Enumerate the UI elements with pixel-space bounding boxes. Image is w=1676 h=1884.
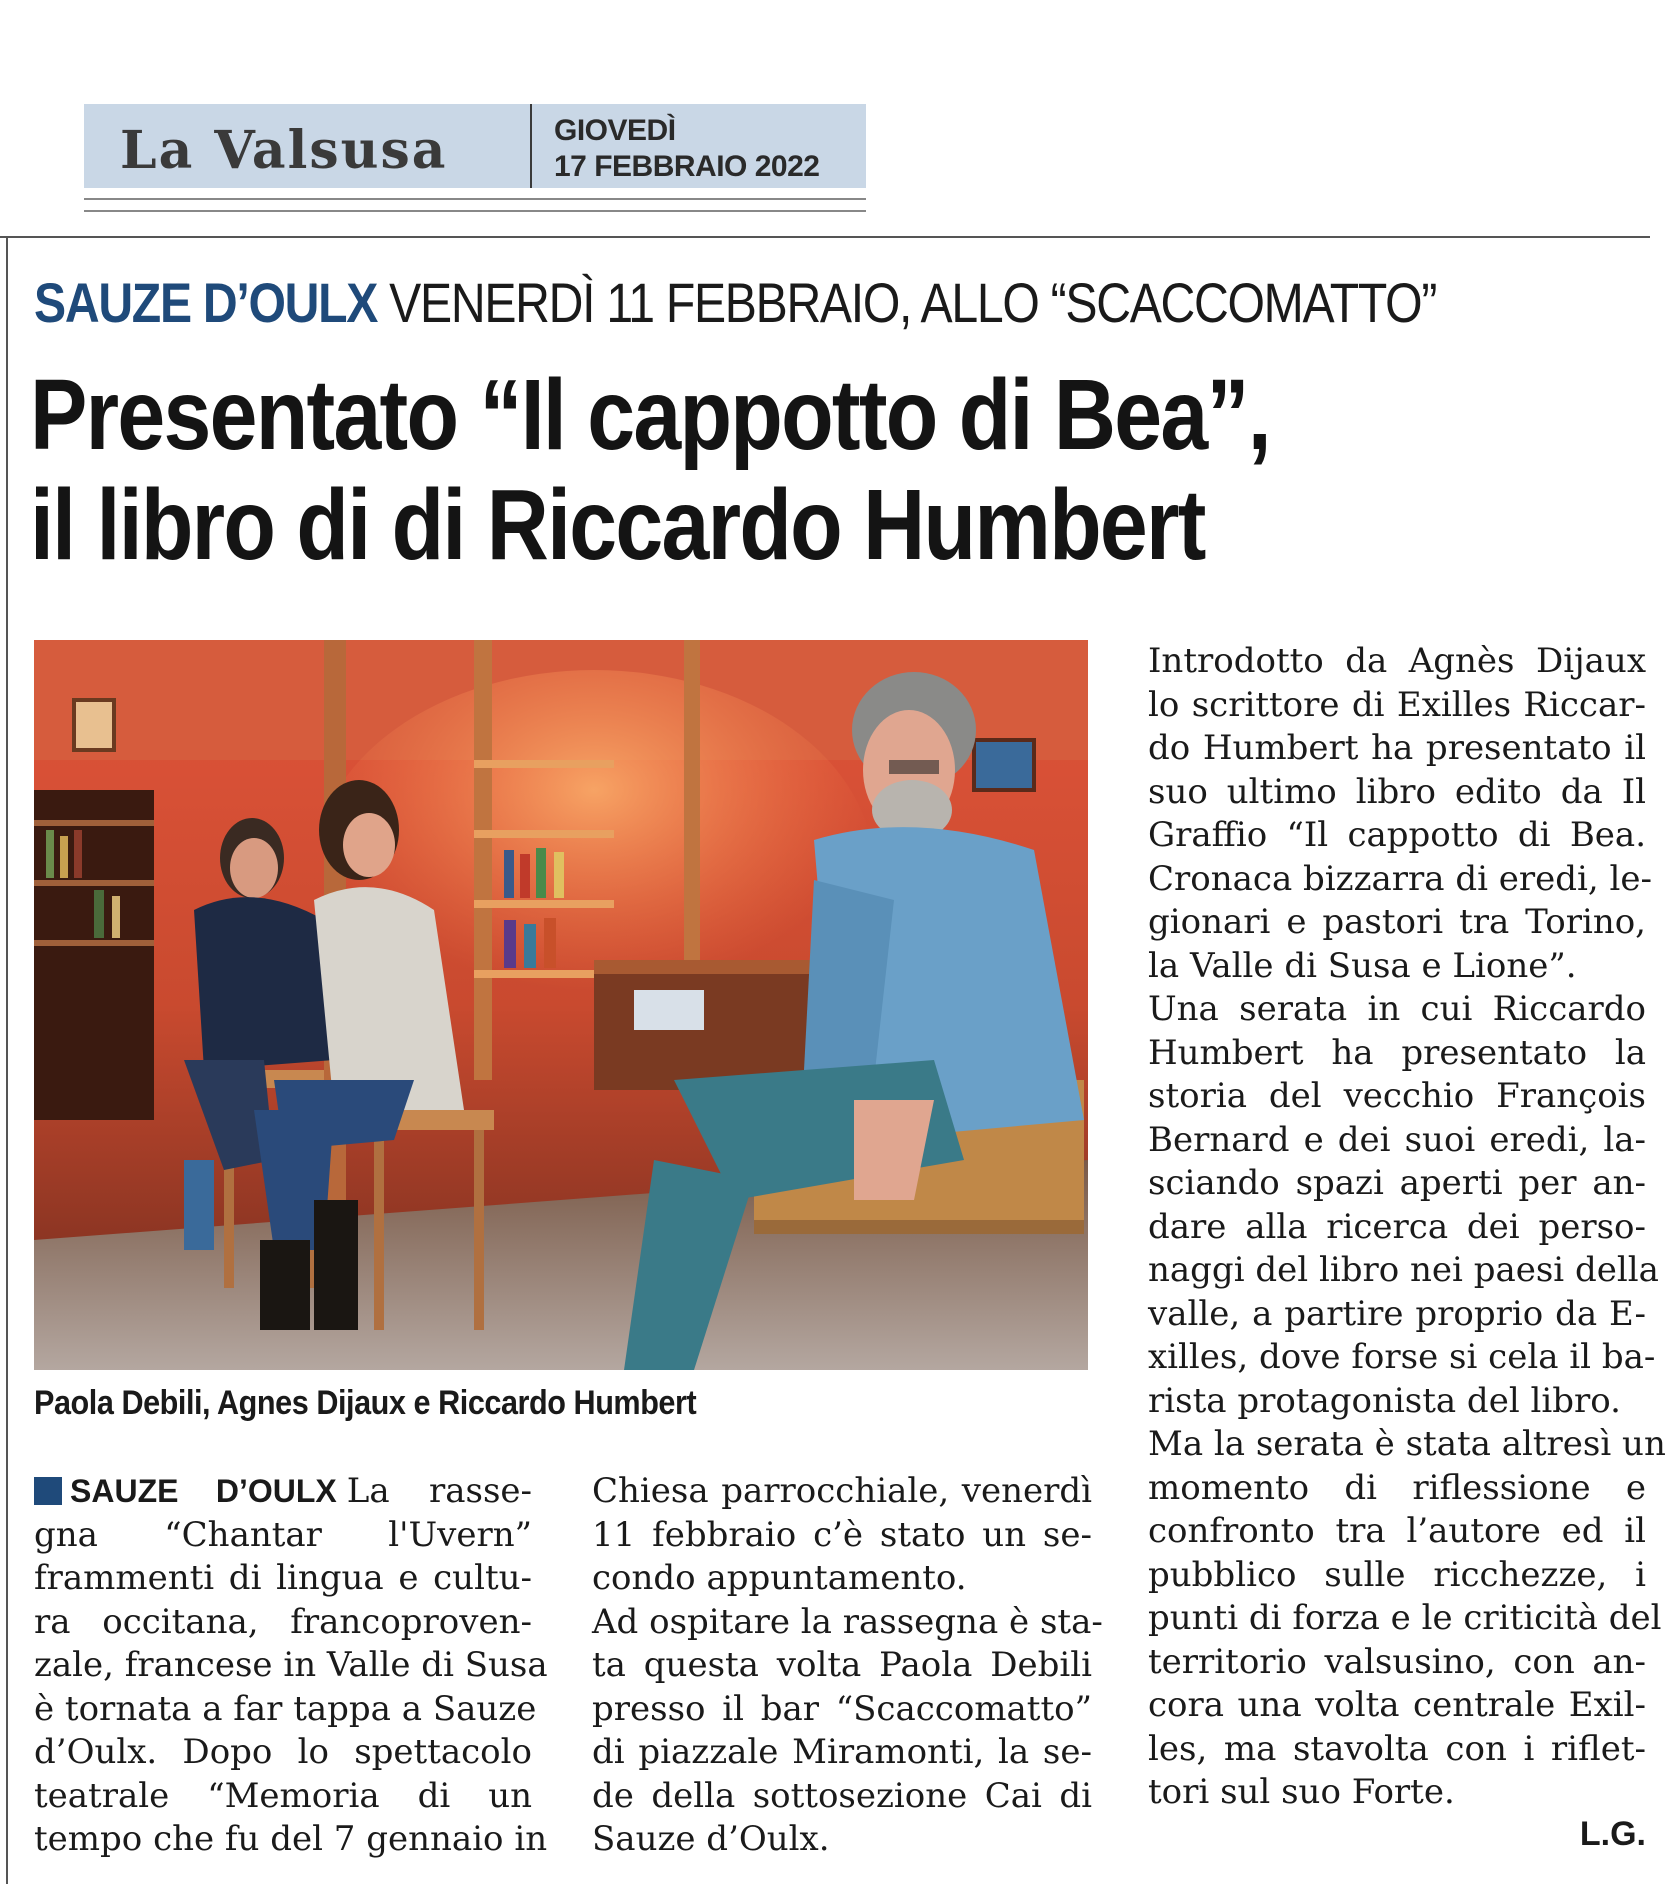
- column-line: naggi del libro nei paesi della: [1148, 1250, 1659, 1290]
- column-line: dare alla ricerca dei perso-: [1148, 1206, 1646, 1247]
- photo-caption: Paola Debili, Agnes Dijaux e Riccardo Humbert: [34, 1384, 697, 1422]
- article-column-3: [1148, 640, 1666, 1815]
- column-line: Ad ospitare la rassegna è sta-: [592, 1601, 1103, 1642]
- article-kicker: [34, 270, 1436, 335]
- column-line: punti di forza e le criticità del: [1148, 1598, 1662, 1638]
- article-headline: [30, 360, 1270, 580]
- column-line: presso il bar “Scaccomatto”: [592, 1688, 1092, 1729]
- article-column-2: [592, 1470, 1103, 1862]
- column-line: Bernard e dei suoi eredi, la-: [1148, 1119, 1646, 1160]
- issue-day: GIOVEDÌ: [554, 114, 676, 147]
- column-line: frammenti di lingua e cultu-: [34, 1558, 532, 1598]
- column-line: rista protagonista del libro.: [1148, 1380, 1621, 1421]
- column-line: Chiesa parrocchiale, venerdì: [592, 1471, 1092, 1511]
- column-line: do Humbert ha presentato il: [1148, 728, 1646, 768]
- column-line: confronto tra l’autore ed il: [1148, 1511, 1646, 1551]
- column-line: ta questa volta Paola Debili: [592, 1645, 1092, 1685]
- page-top-rule: [0, 236, 1650, 238]
- masthead-rule: [84, 198, 866, 200]
- kicker-location: SAUZE D’OULX: [34, 271, 378, 334]
- column-line: condo appuntamento.: [592, 1558, 967, 1598]
- column-line: gna “Chantar l'Uvern”: [34, 1514, 532, 1555]
- column-line: valle, a partire proprio da E-: [1148, 1293, 1646, 1334]
- column-line: Ma la serata è stata altresì un: [1148, 1424, 1666, 1464]
- column-line: Introdotto da Agnès Dijaux: [1148, 641, 1646, 681]
- issue-date: 17 FEBBRAIO 2022: [554, 150, 820, 183]
- column-line: storia del vecchio François: [1148, 1076, 1646, 1116]
- column-line: d’Oulx. Dopo lo spettacolo: [34, 1732, 532, 1772]
- column-line: Graffio “Il cappotto di Bea.: [1148, 815, 1646, 855]
- author-signature: L.G.: [1579, 1815, 1646, 1853]
- column-line: Una serata in cui Riccardo: [1148, 989, 1646, 1029]
- column-line: zale, francese in Valle di Susa: [34, 1645, 548, 1685]
- column-line: gionari e pastori tra Torino,: [1148, 902, 1646, 942]
- column-line: Sauze d’Oulx.: [592, 1819, 830, 1859]
- page-left-rule: [6, 236, 8, 1884]
- column-line: suo ultimo libro edito da Il: [1148, 771, 1646, 812]
- column-line: territorio valsusino, con an-: [1148, 1641, 1646, 1682]
- kicker-text: VENERDÌ 11 FEBBRAIO, ALLO “SCACCOMATTO”: [389, 271, 1437, 334]
- lead-location: SAUZE D’OULX: [70, 1473, 337, 1509]
- photo-bar-interior: [34, 640, 1088, 1370]
- column-line: xilles, dove forse si cela il ba-: [1148, 1337, 1656, 1377]
- column-line: tori sul suo Forte.: [1148, 1772, 1455, 1812]
- column-line: les, ma stavolta con i riflet-: [1148, 1728, 1646, 1769]
- article-photo: [34, 640, 1088, 1370]
- column-line: 11 febbraio c’è stato un se-: [592, 1514, 1092, 1555]
- column-line: la Valle di Susa e Lione”.: [1148, 945, 1577, 986]
- column-line: ra occitana, francoproven-: [34, 1601, 532, 1642]
- column-line: teatrale “Memoria di un: [34, 1775, 532, 1816]
- column-line: cora una volta centrale Exil-: [1148, 1685, 1646, 1725]
- headline-line: Presentato “Il cappotto di Bea”,: [30, 359, 1270, 471]
- column-line: momento di riflessione e: [1148, 1467, 1646, 1508]
- column-line-text: La rasse-: [346, 1471, 533, 1511]
- article-column-1: [34, 1470, 548, 1862]
- lead-square-icon: [34, 1477, 62, 1505]
- newspaper-name: La Valsusa: [120, 120, 448, 181]
- column-line: lo scrittore di Exilles Riccar-: [1148, 684, 1646, 725]
- column-line: tempo che fu del 7 gennaio in: [34, 1819, 548, 1859]
- column-line: pubblico sulle ricchezze, i: [1148, 1554, 1646, 1595]
- column-line: è tornata a far tappa a Sauze: [34, 1688, 537, 1729]
- masthead: [84, 104, 866, 188]
- masthead-divider: [530, 104, 532, 188]
- masthead-rule: [84, 210, 866, 212]
- column-line: di piazzale Miramonti, la se-: [592, 1732, 1092, 1772]
- column-line: Humbert ha presentato la: [1148, 1032, 1646, 1073]
- column-line: [34, 1470, 532, 1514]
- headline-line: il libro di di Riccardo Humbert: [30, 469, 1205, 581]
- column-line: sciando spazi aperti per an-: [1148, 1163, 1646, 1203]
- column-line: de della sottosezione Cai di: [592, 1775, 1092, 1816]
- column-line: Cronaca bizzarra di eredi, le-: [1148, 858, 1653, 899]
